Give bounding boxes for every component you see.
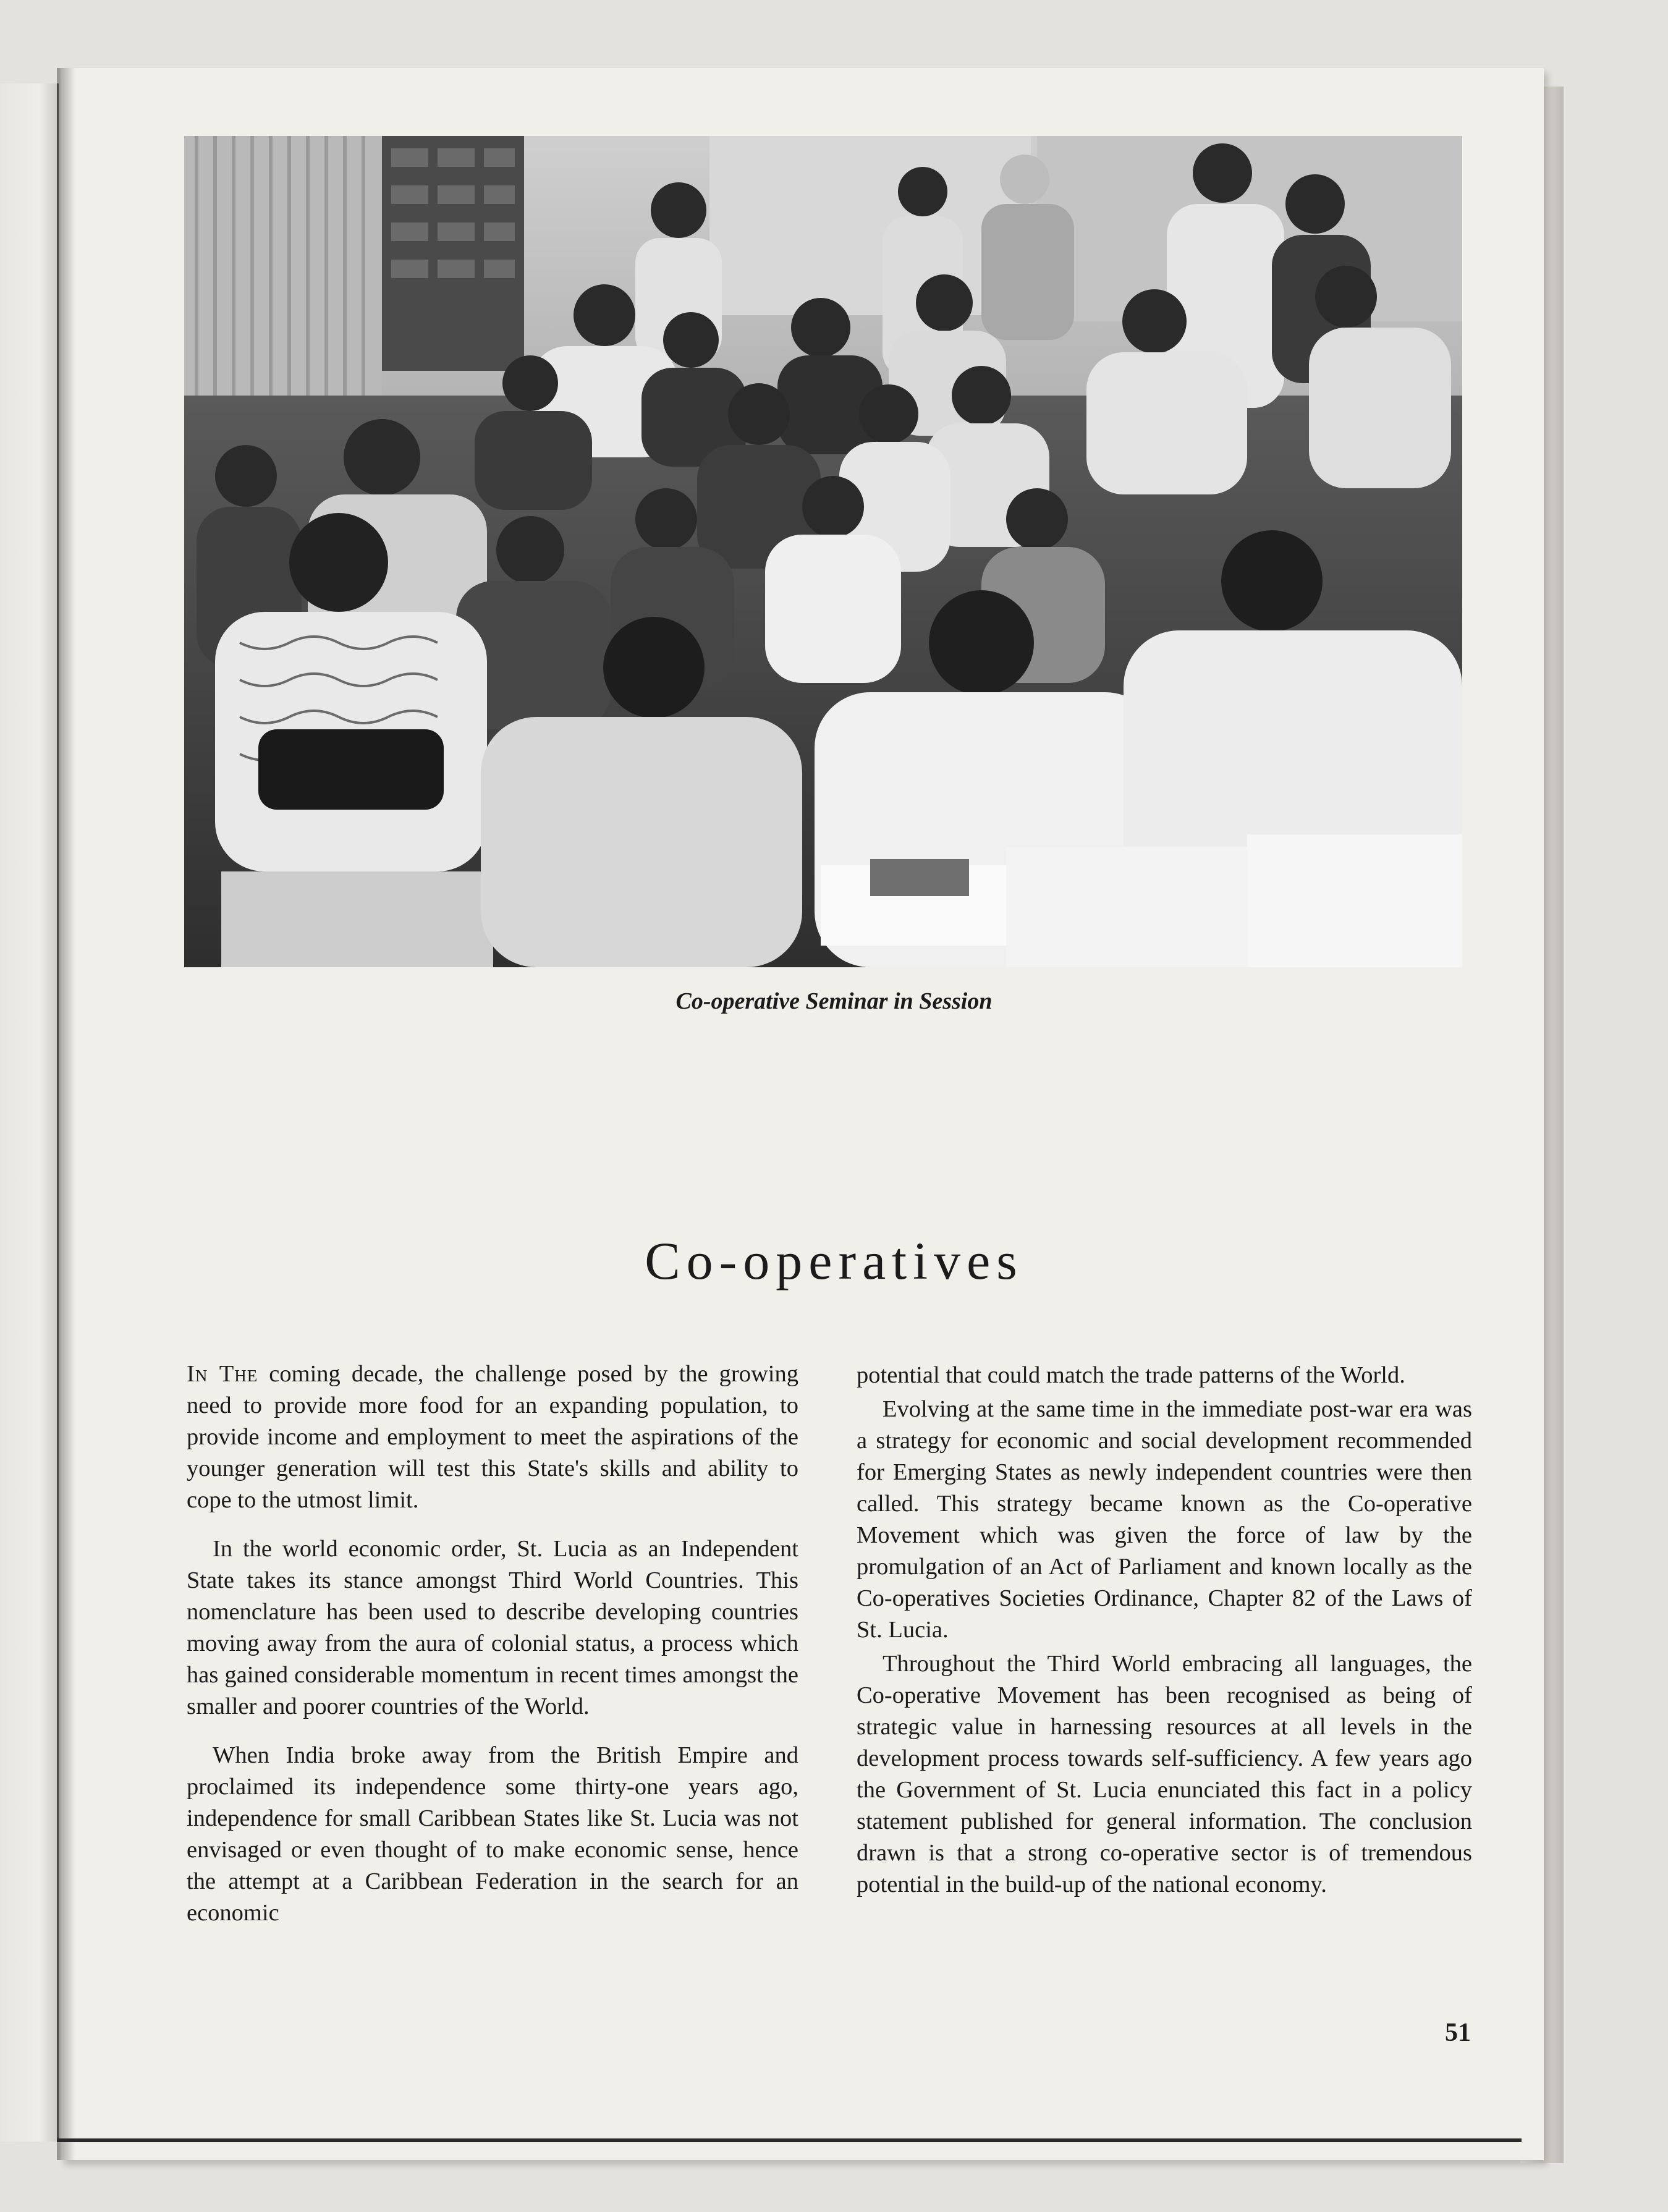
article-paragraph-3: When India broke away from the British Empire and proclaimed its independence some thirty-one years ago, independence for small Caribbean States like St. Lucia was not envisaged or even thought of to make economic sense, hence the attempt at a Caribbean Federation in the search for an economic	[187, 1742, 798, 1926]
article-paragraph-3-continued: potential that could match the trade patterns of the World.	[857, 1362, 1405, 1388]
seminar-photo	[184, 136, 1462, 967]
article-paragraph-5: Throughout the Third World embracing all languages, the Co-operative Movement has been recognised as being of strategic value in harnessing resources at all levels in the development process towards self-sufficiency. A few years ago the Government of St. Lucia enunciated this fact in a policy statement published for general information. The conclusion drawn is that a strong co-operative sector is of tremendous potential in the build-up of the national economy.	[857, 1651, 1472, 1897]
article-paragraph-1	[187, 1358, 798, 1516]
article-column-left	[187, 1358, 798, 1946]
article-paragraph-2: In the world economic order, St. Lucia as an Independent State takes its stance amongst Third World Countries. This nomenclature has been used to describe developing countries moving away from the aura of colonial status, a process which has gained considerable momentum in recent times amongst the smaller and poorer countries of the World.	[187, 1536, 798, 1719]
spine-shadow	[57, 68, 75, 2160]
article-column-right	[857, 1360, 1472, 1903]
photo-caption: Co-operative Seminar in Session	[675, 988, 993, 1014]
paragraph-1-text: coming decade, the challenge posed by the growing need to provide more food for an expanding population, to provide income and employment to meet the aspirations of the younger generation will test this State's skills and ability to cope to the utmost limit.	[187, 1361, 798, 1513]
book-bottom-edge	[57, 2138, 1522, 2142]
article-paragraph-4: Evolving at the same time in the immediate post-war era was a strategy for economic and social development recommended for Emerging States as newly independent countries were then called. This strategy became known as the Co-operative Movement which was given the force of law by the promulgation of an Act of Parliament and known locally as the Co-operatives Societies Ordinance, Chapter 82 of the Laws of St. Lucia.	[857, 1396, 1472, 1643]
article-title: Co-operatives	[645, 1231, 1023, 1290]
facing-page-edge	[0, 83, 59, 2142]
photo-icon	[184, 136, 1462, 967]
lead-smallcaps: In The	[187, 1361, 258, 1387]
page-number: 51	[1445, 2019, 1471, 2047]
